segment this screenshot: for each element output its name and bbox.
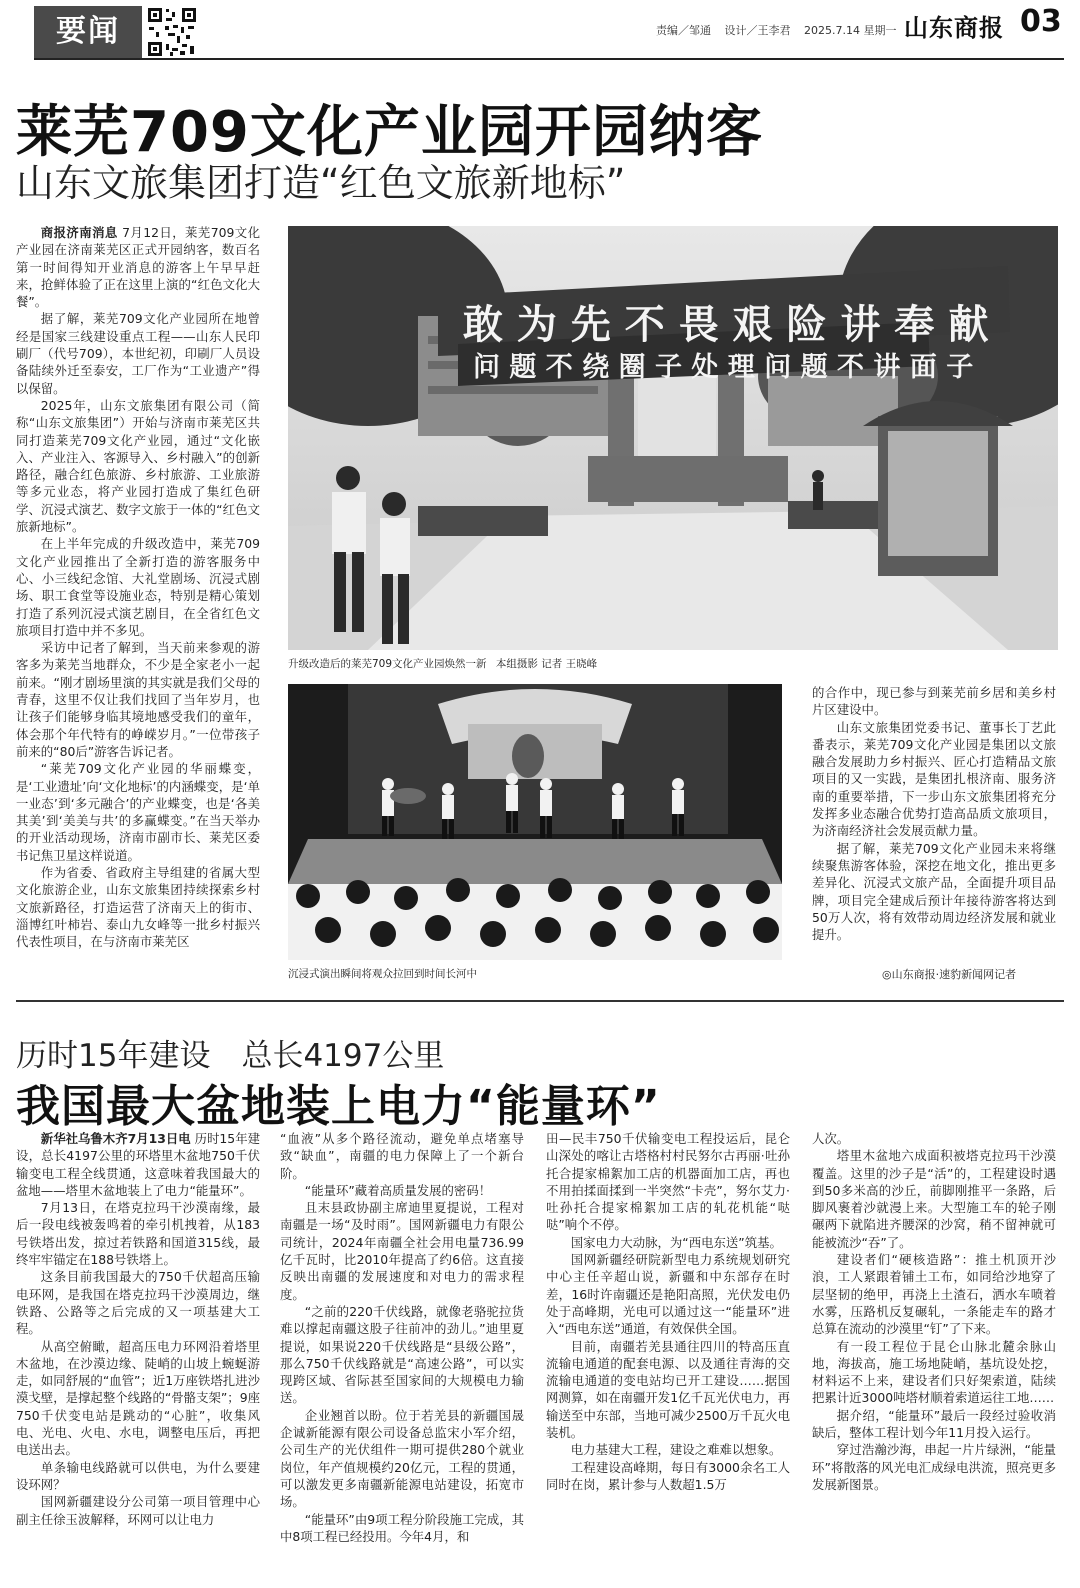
story2-paragraph: “能量环”由9项工程分阶段施工完成，其中8项工程已经投用。今年4月，和 xyxy=(280,1511,524,1544)
story1-paragraph: 据了解，莱芜709文化产业园所在地曾经是国家三线建设重点工程——山东人民印刷厂（代号709），本世纪初，印刷厂人员设备陆续外迁至泰安，工厂作为“工业遗产”得以保留。 xyxy=(16,311,260,396)
story2-paragraph: 企业翘首以盼。位于若羌县的新疆国晟企诚新能源有限公司设备总监宋小军介绍，公司生产的光伏组件一期可提供280个就业岗位，年产值规模约20亿元，工程的贯通，可以激发更多南疆新能源电站建设，拓宽市场。 xyxy=(280,1407,524,1510)
story2-paragraph: 历时15年建设，总长4197公里的环塔里木盆地750千伏输变电工程全线贯通，这意味着我国最大的盆地——塔里木盆地装上了电力“能量环”。 xyxy=(16,1131,260,1198)
story1-paragraph: 在上半年完成的升级改造中，莱芜709文化产业园推出了全新打造的游客服务中心、小三线纪念馆、大礼堂剧场、沉浸式剧场、职工食堂等设施业态，特别是精心策划打造了系列沉浸式演艺剧目，在全省红色文旅项目打造中并不多见。 xyxy=(16,536,260,638)
newspaper-brand: 山东商报 xyxy=(904,14,1004,42)
story2-paragraph: 工程建设高峰期，每日有3000余名工人同时在岗，累计参与人数超1.5万 xyxy=(546,1459,790,1492)
story2-paragraph: “能量环”藏着高质量发展的密码！ xyxy=(304,1182,492,1198)
story1-column-3 xyxy=(812,684,1056,962)
story2-paragraph: 这条目前我国最大的750千伏超高压输电环网，是我国在塔克拉玛干沙漠周边，继铁路、公路等之后完成的又一项基建大工程。 xyxy=(16,1269,260,1337)
story2-paragraph: 塔里木盆地六成面积被塔克拉玛干沙漠覆盖。这里的沙子是“活”的，工程建设时遇到50多米高的沙丘，前脚刚推平一条路，后脚风裹着沙就漫上来。大型施工车的轮子刚碾两下就陷进齐腰深的沙窝，稍不留神就可能被流沙“吞”了。 xyxy=(812,1148,1056,1250)
story2-paragraph: 7月13日，在塔克拉玛干沙漠南缘，最后一段电线被轰鸣着的牵引机拽着，从183号铁塔出发，掠过若铁路和国道315线，最终牢牢锚定在188号铁塔上。 xyxy=(16,1200,260,1268)
story-divider xyxy=(16,1000,1064,1002)
banner-text-1: 敢 为 先 不 畏 艰 险 讲 奉 献 xyxy=(463,301,989,348)
story2-paragraph: 且末县政协副主席迪里夏提说，工程对南疆是一场“及时雨”。国网新疆电力有限公司统计，2024年南疆全社会用电量736.99亿千瓦时，比2010年提高了约6倍。这直接反映出南疆的发展速度和对电力的需求程度。 xyxy=(280,1200,524,1302)
story2-paragraph: 电力基建大工程，建设之难难以想象。 xyxy=(570,1442,782,1458)
story1-paragraph: 山东文旅集团党委书记、董事长丁艺此番表示，莱芜709文化产业园是集团以文旅融合发展助力乡村振兴、匠心打造精品文旅项目的又一实践，是集团扎根济南、服务济南的重要举措，下一步山东文旅集团将充分发挥多业态融合优势打造高品质文旅项目，为济南经济社会发展贡献力量。 xyxy=(812,719,1056,839)
story2-column-1 xyxy=(16,1130,260,1580)
story1-dateline: 商报济南消息 xyxy=(40,225,118,240)
story1-paragraph: 据了解，莱芜709文化产业园未来将继续聚焦游客体验，深挖在地文化，推出更多差异化、沉浸式文旅产品，全面提升项目品牌，项目完全建成后预计年接待游客将达到50万人次，将有效带动周边经济发展和就业提升。 xyxy=(812,840,1056,943)
story2-paragraph: 建设者们“硬核造路”：推土机顶开沙浪，工人紧跟着铺土工布，如同给沙地穿了层坚韧的绝甲，再浇上土渣石，洒水车喷着水雾，压路机反复碾轧，一条能走车的路才总算在流动的沙漠里“钉”了下来。 xyxy=(812,1252,1056,1337)
header-meta xyxy=(656,22,906,38)
header-divider xyxy=(34,58,1064,60)
story1-paragraph: “莱芜709文化产业园的华丽蝶变，是‘工业遗址’向‘文化地标’的内涵蝶变，是‘单一业态’到‘多元融合’的产业蝶变，也是‘各美其美’到‘美美与共’的多赢蝶变。”在当天举办的开业活动现场，济南市副市长、莱芜区委书记焦卫星这样说道。 xyxy=(16,761,260,863)
story2-paragraph: 从高空俯瞰，超高压电力环网沿着塔里木盆地，在沙漠边缘、陡峭的山坡上蜿蜒游走，如同舒展的“血管”；近1万座铁塔扎进沙漠戈壁，是撑起整个线路的“骨骼支架”；9座750千伏变电站是跳动的“心脏”，收集风电、光电、火电、水电，调整电压后，再把电送出去。 xyxy=(16,1338,260,1458)
story2-dateline: 新华社乌鲁木齐7月13日电 xyxy=(40,1131,191,1146)
story2-paragraph: 单条输电线路就可以供电，为什么要建设环网？ xyxy=(16,1459,260,1492)
story2-paragraph: 据介绍，“能量环”最后一段经过验收消缺后，整体工程计划今年11月投入运行。 xyxy=(812,1407,1056,1441)
story2-paragraph: 国网新疆建设分公司第一项目管理中心副主任徐玉波解释，环网可以让电力 xyxy=(16,1494,260,1527)
story2-paragraph: 国网新疆经研院新型电力系统规划研究中心主任辛超山说，新疆和中东部存在时差，16时许南疆还是艳阳高照，光伏发电仍处于高峰期，光电可以通过这一“能量环”进入“西电东送”通道，有效保供全国。 xyxy=(546,1252,790,1337)
story1-paragraph: 7月12日，莱芜709文化产业园在济南莱芜区正式开园纳客，数百名第一时间得知开业消息的游客上午早早赶来，抢鲜体验了正在这里上演的“红色文化大餐”。 xyxy=(16,225,260,310)
stage-performance-photo xyxy=(288,684,782,960)
banner-text-2: 问 题 不 绕 圈 子 处 理 问 题 不 讲 面 子 xyxy=(473,352,974,383)
designer-credit: 设计／王李君 xyxy=(724,24,791,37)
story2-column-3 xyxy=(546,1130,790,1580)
story1-paragraph: 2025年，山东文旅集团有限公司（简称“山东文旅集团”）开始与济南市莱芜区共同打造莱芜709文化产业园，通过“文化嵌入、产业注入、客源导入、乡村融入”的创新路径，融合红色旅游、乡村旅游、工业旅游等多元业态，将产业园打造成了集红色研学、沉浸式演艺、数字文旅于一体的“红色文旅新地标”。 xyxy=(16,397,260,535)
story2-paragraph: “之前的220千伏线路，就像老骆驼拉货难以撑起南疆这股子往前冲的劲儿。”迪里夏提说，如果说220千伏线路是“县级公路”，那么750千伏线路就是“高速公路”，可以实现跨区域、省际甚至国家间的大规模电力输送。 xyxy=(280,1303,524,1406)
story1-paragraph: 作为省委、省政府主导组建的省属大型文化旅游企业，山东文旅集团持续探索乡村文旅新路径，打造运营了济南天上的街市、淄博红叶柿岩、泰山九女峰等一批乡村振兴代表性项目，在与济南市莱芜区 xyxy=(16,864,260,950)
story2-paragraph: 目前，南疆若羌县通往四川的特高压直流输电通道的配套电源、以及通往青海的交流输电通道的变电站均已开工建设……据国网测算，如在南疆开发1亿千瓦光伏电力，再输送至中东部，当地可减少2500万千瓦火电装机。 xyxy=(546,1338,790,1441)
story2-paragraph: 田—民丰750千伏输变电工程投运后，昆仑山深处的喀让古塔格村村民努尔古再丽·吐孙托合提家棉絮加工店的机器面加工店，再也不用拍揉面揉到一半突然“卡壳”，努尔艾力·吐孙托合提家棉絮加工店的轧花机能“哒哒”响个不停。 xyxy=(546,1131,790,1233)
story1-subheadline: 山东文旅集团打造“红色文旅新地标” xyxy=(16,161,626,205)
story1-paragraph: 采访中记者了解到，当天前来参观的游客多为莱芜当地群众，不少是全家老小一起前来。“刚才剧场里演的其实就是我们父母的青春，这里不仅让我们找回了当年岁月，也让孩子们能够身临其境地感受我们的童年，体会那个年代特有的峥嵘岁月。”一位带孩子前来的“80后”游客告诉记者。 xyxy=(16,640,260,759)
qr-code-icon[interactable] xyxy=(146,6,198,58)
story2-paragraph: 有一段工程位于昆仑山脉北麓余脉山地，海拔高，施工场地陡峭，基坑设处挖，材料运不上来，建设者们只好架索道，陆续把累计近3000吨塔材顺着索道运往工地…… xyxy=(812,1338,1056,1406)
photo1-credit: 本组摄影 记者 王晓峰 xyxy=(495,658,598,670)
story2-column-4 xyxy=(812,1130,1056,1580)
story1-column-1 xyxy=(16,224,260,980)
page-number: 03 xyxy=(1020,4,1062,39)
story1-headline: 莱芜709文化产业园开园纳客 xyxy=(16,100,763,165)
story2-paragraph: 国家电力大动脉，为“西电东送”筑基。 xyxy=(570,1234,782,1250)
story1-paragraph: 的合作中，现已参与到莱芜前乡居和美乡村片区建设中。 xyxy=(812,685,1056,718)
photo2-caption: 沉浸式演出瞬间将观众拉回到时间长河中 xyxy=(288,968,477,980)
story1-byline: ◎山东商报·速豹新闻网记者 xyxy=(882,968,1017,981)
story2-paragraph: 人次。 xyxy=(812,1131,850,1146)
section-tag: 要闻 xyxy=(34,6,142,58)
story2-kicker: 历时15年建设 总长4197公里 xyxy=(16,1038,445,1074)
editor-credit: 责编／邹通 xyxy=(656,24,711,37)
photo1-caption: 升级改造后的莱芜709文化产业园焕然一新 xyxy=(288,658,487,670)
issue-date: 2025.7.14 星期一 xyxy=(804,24,897,37)
story2-headline: 我国最大盆地装上电力“能量环” xyxy=(16,1081,661,1132)
story2-column-2 xyxy=(280,1130,524,1580)
photo1-caption-row xyxy=(288,656,597,671)
story2-paragraph: “血液”从多个路径流动，避免单点堵塞导致“缺血”，南疆的电力保障上了一个新台阶。 xyxy=(280,1131,524,1181)
park-entrance-photo xyxy=(288,226,1058,650)
story2-paragraph: 穿过浩瀚沙海，串起一片片绿洲，“能量环”将散落的风光电汇成绿电洪流，照亮更多发展新图景。 xyxy=(812,1442,1056,1492)
